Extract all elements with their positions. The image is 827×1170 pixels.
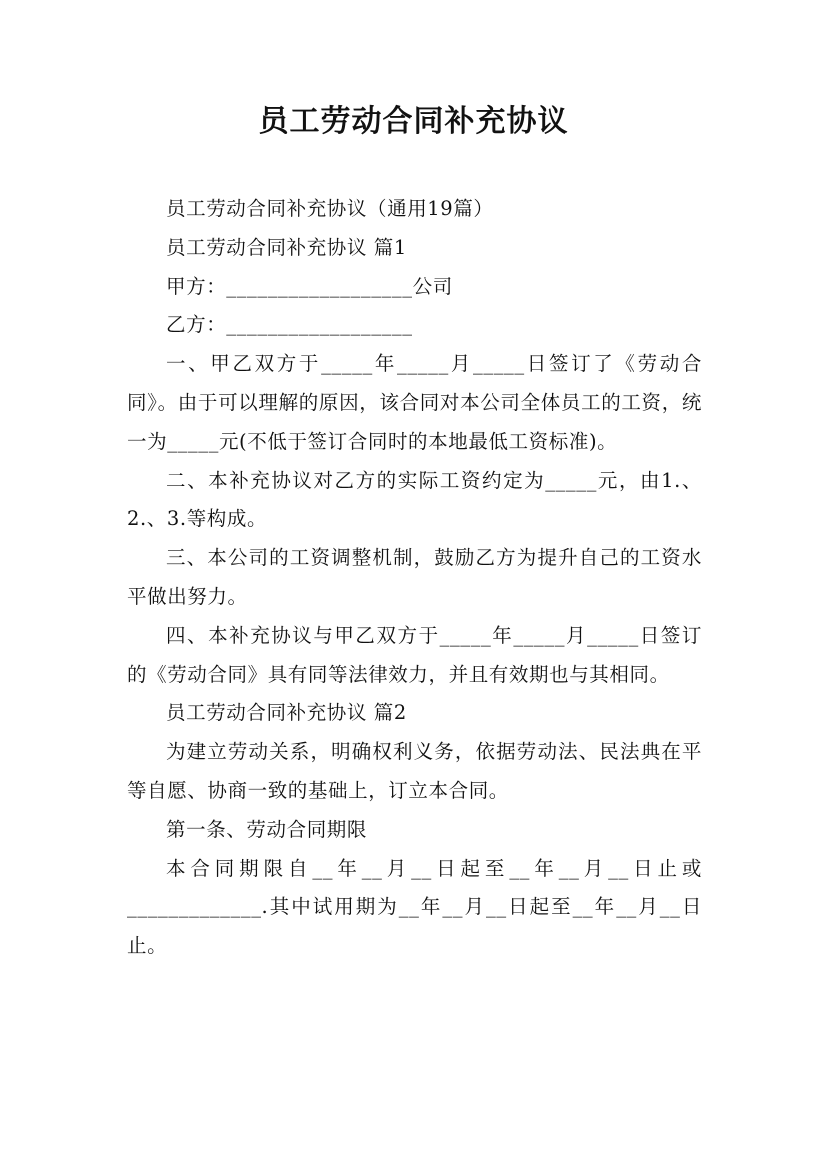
paragraph-article-1-term: 本合同期限自__年__月__日起至__年__月__日止或_____________.其中试用期为__年__月__日起至__年__月__日止。 <box>127 856 702 958</box>
paragraph-party-a: 甲方：__________________公司 <box>166 274 453 298</box>
paragraph-subtitle: 员工劳动合同补充协议（通用19篇） <box>166 197 494 220</box>
paragraph-section-heading-1: 员工劳动合同补充协议 篇1 <box>166 235 407 259</box>
paragraph-article-1-heading: 第一条、劳动合同期限 <box>166 817 368 841</box>
paragraph-party-b: 乙方：__________________ <box>166 313 413 337</box>
document-title: 员工劳动合同补充协议 <box>258 104 569 139</box>
document-body <box>127 190 702 966</box>
paragraph-section-heading-2: 员工劳动合同补充协议 篇2 <box>166 701 407 725</box>
paragraph-clause-2: 二、本补充协议对乙方的实际工资约定为_____元，由1.、2.、3.等构成。 <box>127 468 702 531</box>
paragraph-clause-4: 四、本补充协议与甲乙双方于_____年_____月_____日签订的《劳动合同》具有同等法律效力，并且有效期也与其相同。 <box>127 623 702 686</box>
paragraph-clause-1: 一、甲乙双方于_____年_____月_____日签订了《劳动合同》。由于可以理解的原因，该合同对本公司全体员工的工资，统一为_____元(不低于签订合同时的本地最低工资标准)。 <box>127 352 702 453</box>
paragraph-preamble: 为建立劳动关系，明确权利义务，依据劳动法、民法典在平等自愿、协商一致的基础上，订立本合同。 <box>127 740 702 802</box>
paragraph-clause-3: 三、本公司的工资调整机制，鼓励乙方为提升自己的工资水平做出努力。 <box>127 546 702 608</box>
